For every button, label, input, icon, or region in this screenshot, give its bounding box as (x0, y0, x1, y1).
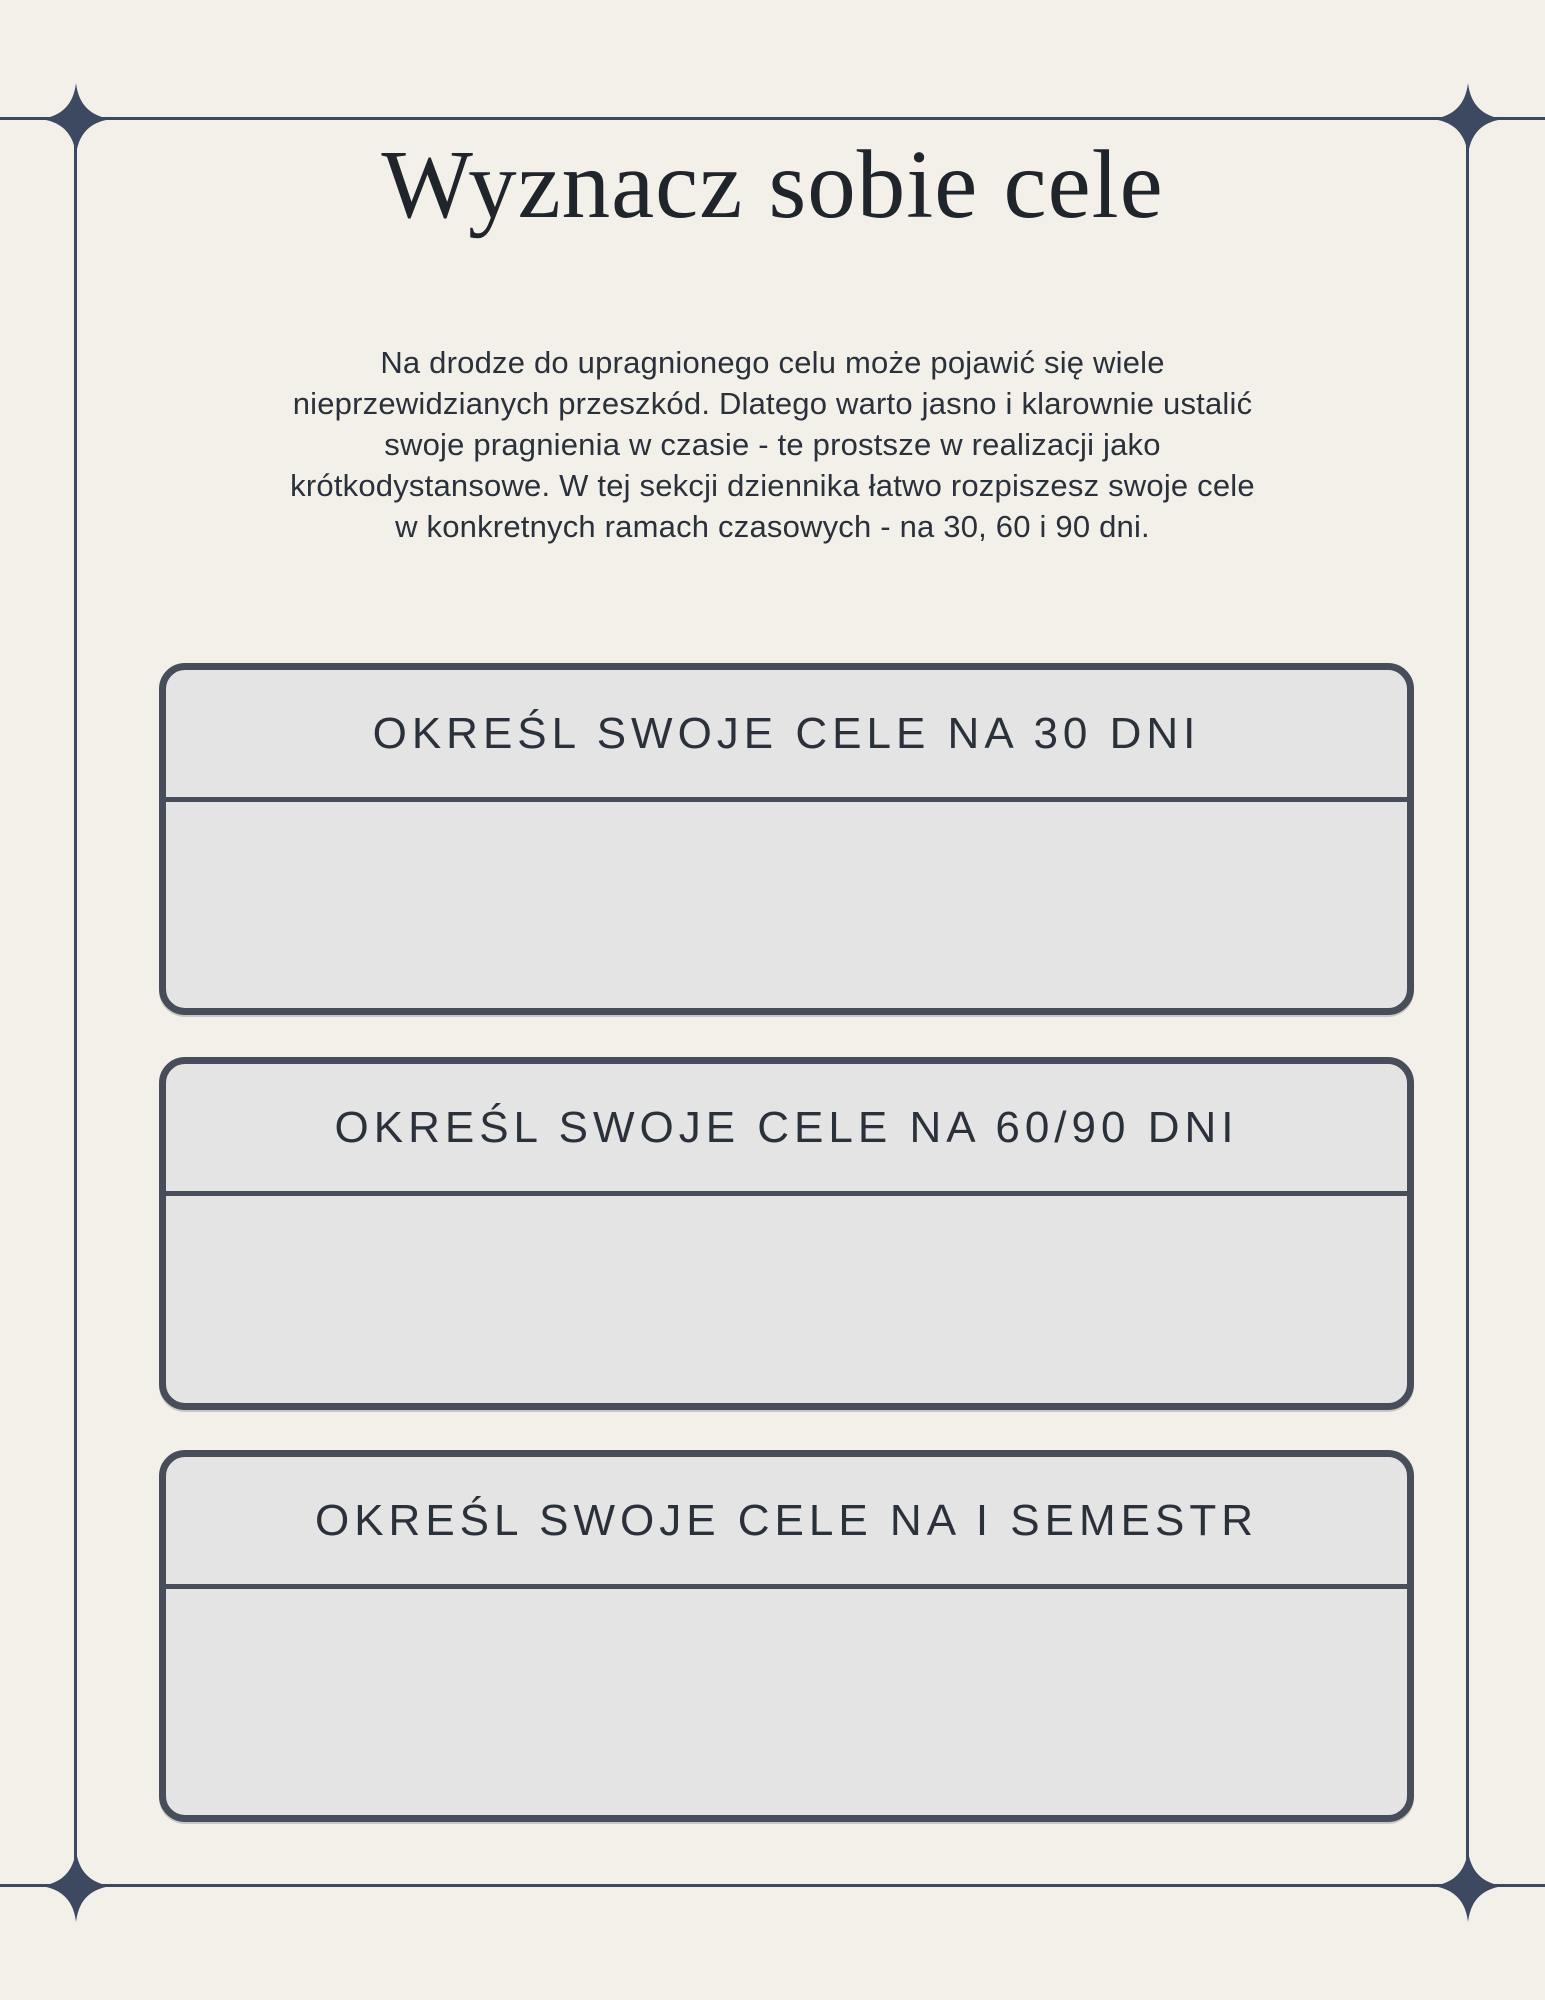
page-title: Wyznacz sobie cele (381, 131, 1164, 238)
intro-line: krótkodystansowe. W tej sekcji dziennika łatwo rozpiszesz swoje cele (290, 468, 1255, 503)
intro-line: Na drodze do upragnionego celu może pojawić się wiele (380, 345, 1165, 380)
frame-line-top (0, 117, 1545, 120)
goal-box-30-dni (159, 663, 1414, 1015)
frame-line-bottom (0, 1884, 1545, 1887)
goal-box-header-i-semestr (166, 1457, 1407, 1589)
intro-line: w konkretnych ramach czasowych - na 30, 60 i 90 dni. (395, 509, 1150, 544)
intro-line: nieprzewidzianych przeszkód. Dlatego warto jasno i klarownie ustalić (292, 386, 1253, 421)
goal-box-heading-i-semestr: OKREŚL SWOJE CELE NA I SEMESTR (314, 1495, 1258, 1545)
goal-box-header-30-dni (166, 670, 1407, 802)
goal-write-area-60-90-dni[interactable] (166, 1196, 1407, 1403)
goal-box-i-semestr (159, 1450, 1414, 1822)
goal-write-area-i-semestr[interactable] (166, 1589, 1407, 1815)
goal-box-header-60-90-dni (166, 1064, 1407, 1196)
goal-write-area-30-dni[interactable] (166, 802, 1407, 1008)
sparkle-icon (40, 1850, 112, 1922)
intro-line: swoje pragnienia w czasie - te prostsze w realizacji jako (384, 427, 1161, 462)
goal-box-heading-30-dni: OKREŚL SWOJE CELE NA 30 DNI (372, 708, 1201, 758)
sparkle-icon (1432, 1850, 1504, 1922)
intro-paragraph (0, 342, 1545, 547)
goal-box-60-90-dni (159, 1057, 1414, 1410)
goal-box-heading-60-90-dni: OKREŚL SWOJE CELE NA 60/90 DNI (334, 1102, 1239, 1152)
